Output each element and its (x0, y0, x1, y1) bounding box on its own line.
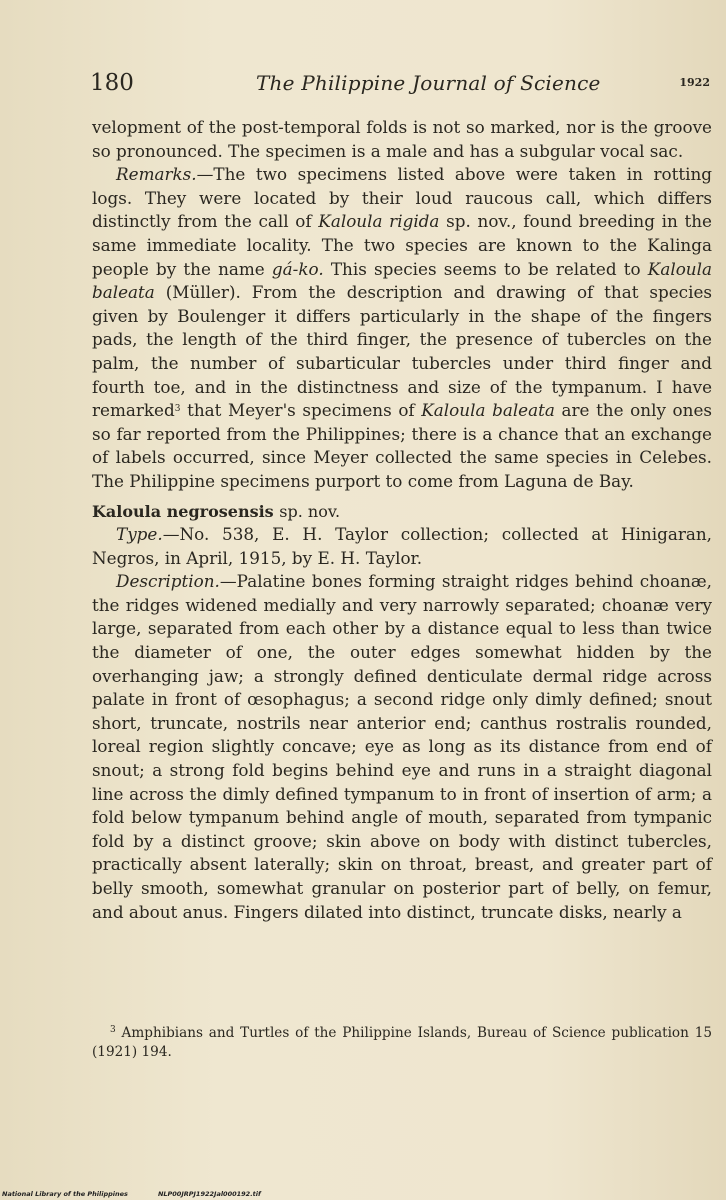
paragraph-continuation: velopment of the post-temporal folds is not so marked, nor is the groove so pronounced. The specimen is a male and has a subgular vocal sac. (92, 117, 712, 161)
footnote-mark: 3 (110, 1025, 116, 1035)
scan-footer (0, 1190, 726, 1200)
species-heading-nov: sp. nov. (279, 501, 341, 521)
species-name: Kaloula baleata (421, 400, 555, 421)
remarks-label: Remarks. (116, 164, 197, 185)
type-paragraph: Type.—No. 538, E. H. Taylor collection; collected at Hinigaran, Negros, in April, 1915, by E. H. Taylor. (92, 524, 712, 568)
footnote-reference[interactable]: 3 (174, 404, 181, 415)
type-label: Type. (116, 524, 163, 545)
library-name: National Library of the Philippines (2, 1190, 128, 1198)
footnote: $^3$ Amphibians and Turtles of the Philippine Islands, Bureau of Science publication 15 (1921) 194. (92, 1025, 712, 1060)
description-paragraph: Description.—Palatine bones forming straight ridges behind choanæ, the ridges widened medially and very narrowly separated; choanæ very large, separated from each other by a distance equal to less than twice the diameter of one, the outer edges somewhat hidden by the overhanging jaw; a strongly defined denticulate dermal ridge across palate in front of œsophagus; a second ridge only dimly defined; snout short, truncate, nostrils near anterior end; canthus rostralis rounded, loreal region slightly concave; eye as long as its distance from end of snout; a strong fold begins behind eye and runs in a straight diagonal line across the dimly defined tympanum to in front of insertion of arm; a fold below tympanum behind angle of mouth, separated from tympanic fold by a distinct groove; skin above on body with distinct tubercles, practically absent laterally; skin on throat, breast, and greater part of belly smooth, somewhat granular on posterior part of belly, on femur, and about anus. Fingers dilated into distinct, truncate disks, nearly a (92, 571, 712, 922)
species-name: Kaloula rigida (318, 211, 440, 232)
body-text (92, 116, 712, 924)
running-header (90, 70, 710, 104)
species-heading (92, 500, 712, 524)
page-number: 180 (90, 70, 134, 96)
species-name: Kaloula baleata (92, 258, 712, 303)
journal-title: The Philippine Journal of Science (256, 71, 601, 95)
species-heading-name: Kaloula negrosensis (92, 501, 274, 521)
native-name: gá-ko. (271, 258, 324, 279)
file-id: NLP00JRPJ1922Jal000192.tif (157, 1190, 261, 1198)
remarks-paragraph: Remarks.—The two specimens listed above were taken in rotting logs. They were located by their loud raucous call, which differs distinctly from the call of Kaloula rigida sp. nov., found breeding in the same immediate locality. The two species are known to the Kalinga people by the name gá-ko. This species seems to be related to Kaloula baleata (Müller). From the description and drawing of that species given by Boulenger it differs particularly in the shape of the fingers pads, the length of the third finger, the presence of tubercles on the palm, the number of subarticular tubercles under third finger and fourth toe, and in the distinctness and size of the tympanum. I have remarked$^3$ that Meyer's specimens of Kaloula baleata are the only ones so far reported from the Philippines; there is a chance that an exchange of labels occurred, since Meyer collected the same species in Celebes. The Philippine specimens purport to come from Laguna de Bay. (92, 164, 712, 491)
year: 1922 (679, 76, 710, 89)
description-label: Description. (116, 571, 220, 592)
